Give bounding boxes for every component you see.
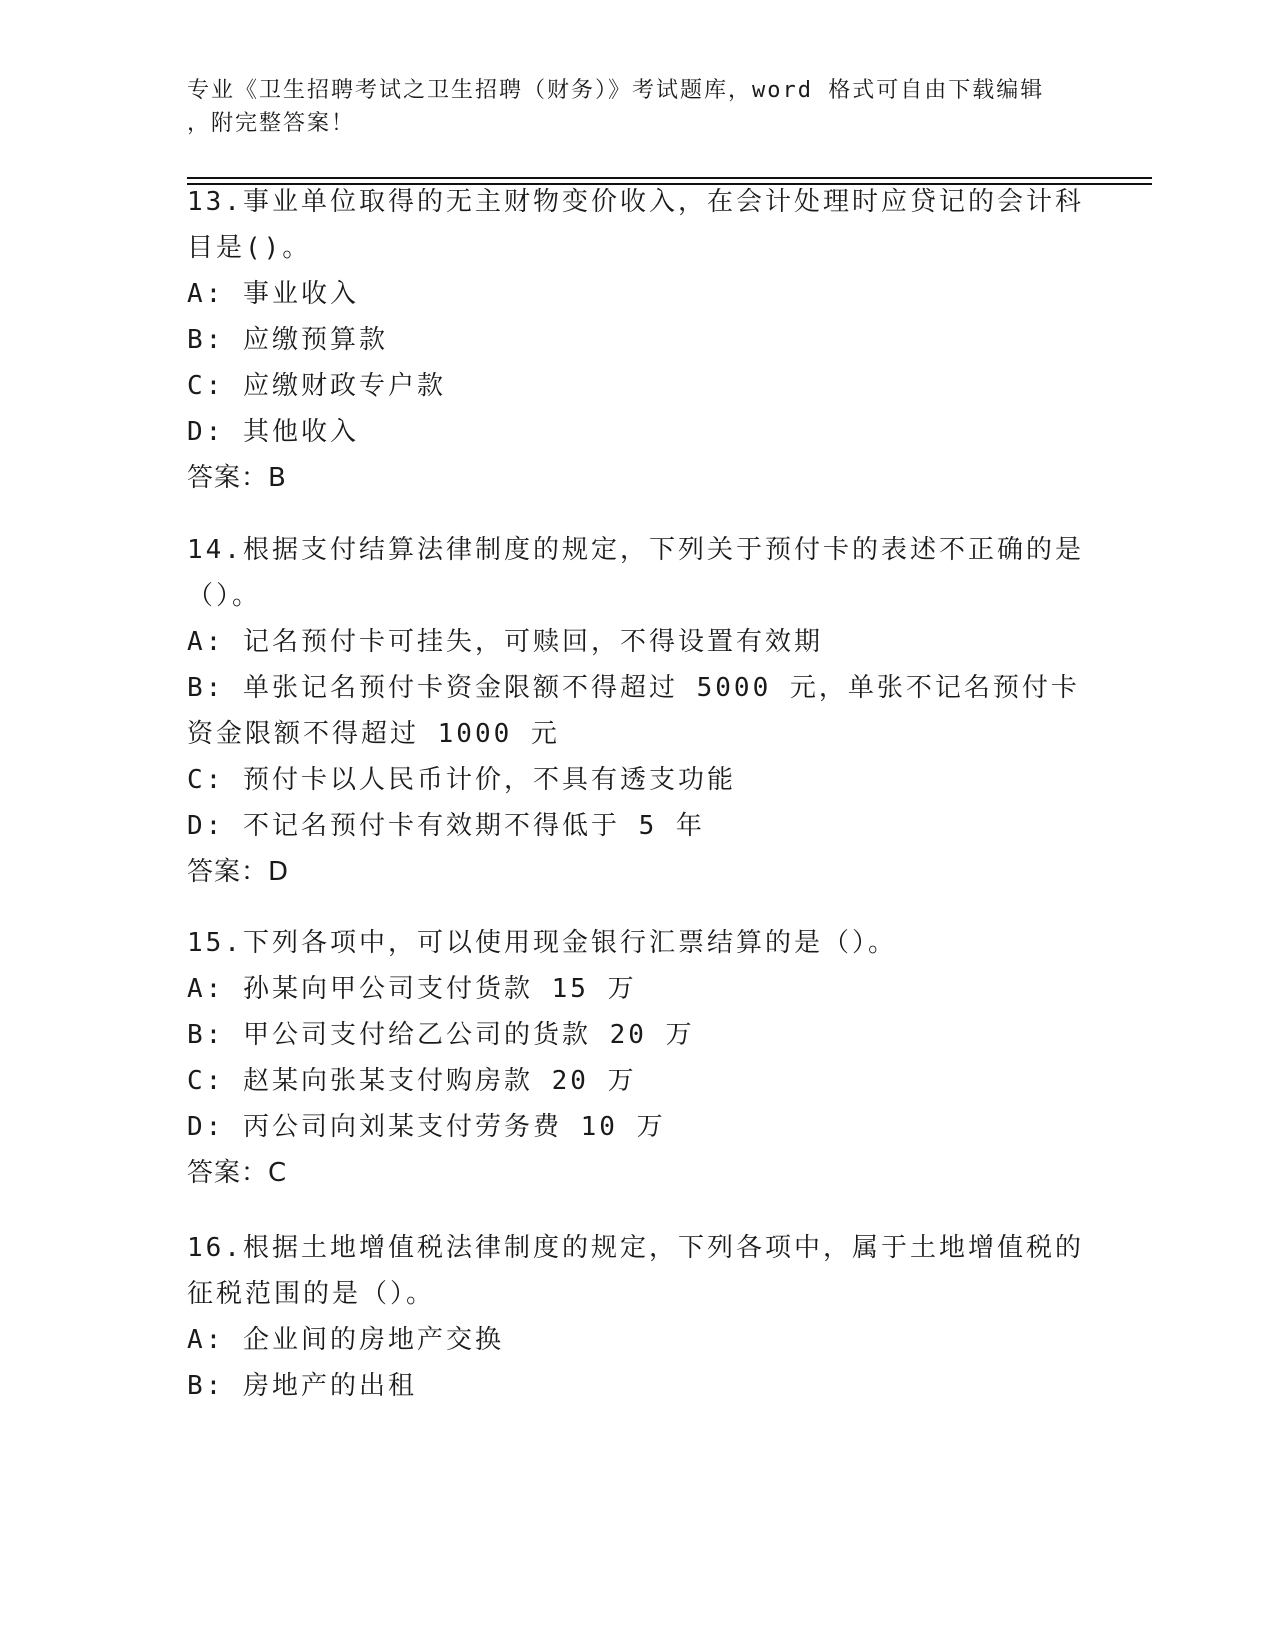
- question-14: [187, 527, 1087, 895]
- answer: 答案：C: [187, 1158, 288, 1188]
- option-b: B: 应缴预算款: [187, 325, 388, 355]
- option-c: C: 应缴财政专户款: [187, 371, 446, 401]
- option-d: D: 其他收入: [187, 417, 359, 447]
- question-stem: 15.下列各项中，可以使用现金银行汇票结算的是（）。: [187, 928, 897, 958]
- option-a: A: 孙某向甲公司支付货款 15 万: [187, 974, 637, 1004]
- question-16: [187, 1225, 1087, 1409]
- option-d: D: 不记名预付卡有效期不得低于 5 年: [187, 811, 705, 841]
- question-stem: 14.根据支付结算法律制度的规定，下列关于预付卡的表述不正确的是（）。: [187, 535, 1084, 611]
- header-line-1: 专业《卫生招聘考试之卫生招聘（财务）》考试题库，word 格式可自由下载编辑: [187, 78, 1045, 103]
- question-stem: 13.事业单位取得的无主财物变价收入，在会计处理时应贷记的会计科目是()。: [187, 187, 1084, 263]
- option-b: B: 甲公司支付给乙公司的货款 20 万: [187, 1020, 695, 1050]
- option-a: A: 企业间的房地产交换: [187, 1325, 504, 1355]
- question-13: [187, 179, 1087, 501]
- answer: 答案：B: [187, 463, 287, 493]
- option-c: C: 预付卡以人民币计价，不具有透支功能: [187, 765, 736, 795]
- question-stem: 16.根据土地增值税法律制度的规定，下列各项中，属于土地增值税的征税范围的是（）。: [187, 1233, 1084, 1309]
- answer: 答案：D: [187, 857, 290, 887]
- option-b: B: 房地产的出租: [187, 1371, 417, 1401]
- option-a: A: 记名预付卡可挂失，可赎回，不得设置有效期: [187, 627, 823, 657]
- option-d: D: 丙公司向刘某支付劳务费 10 万: [187, 1112, 666, 1142]
- question-15: [187, 920, 1087, 1196]
- document-header: [187, 74, 1077, 140]
- option-a: A: 事业收入: [187, 279, 359, 309]
- option-b: B: 单张记名预付卡资金限额不得超过 5000 元，单张不记名预付卡资金限额不得超过 1000 元: [187, 673, 1080, 749]
- option-c: C: 赵某向张某支付购房款 20 万: [187, 1066, 637, 1096]
- header-line-2: ，附完整答案！: [187, 111, 356, 136]
